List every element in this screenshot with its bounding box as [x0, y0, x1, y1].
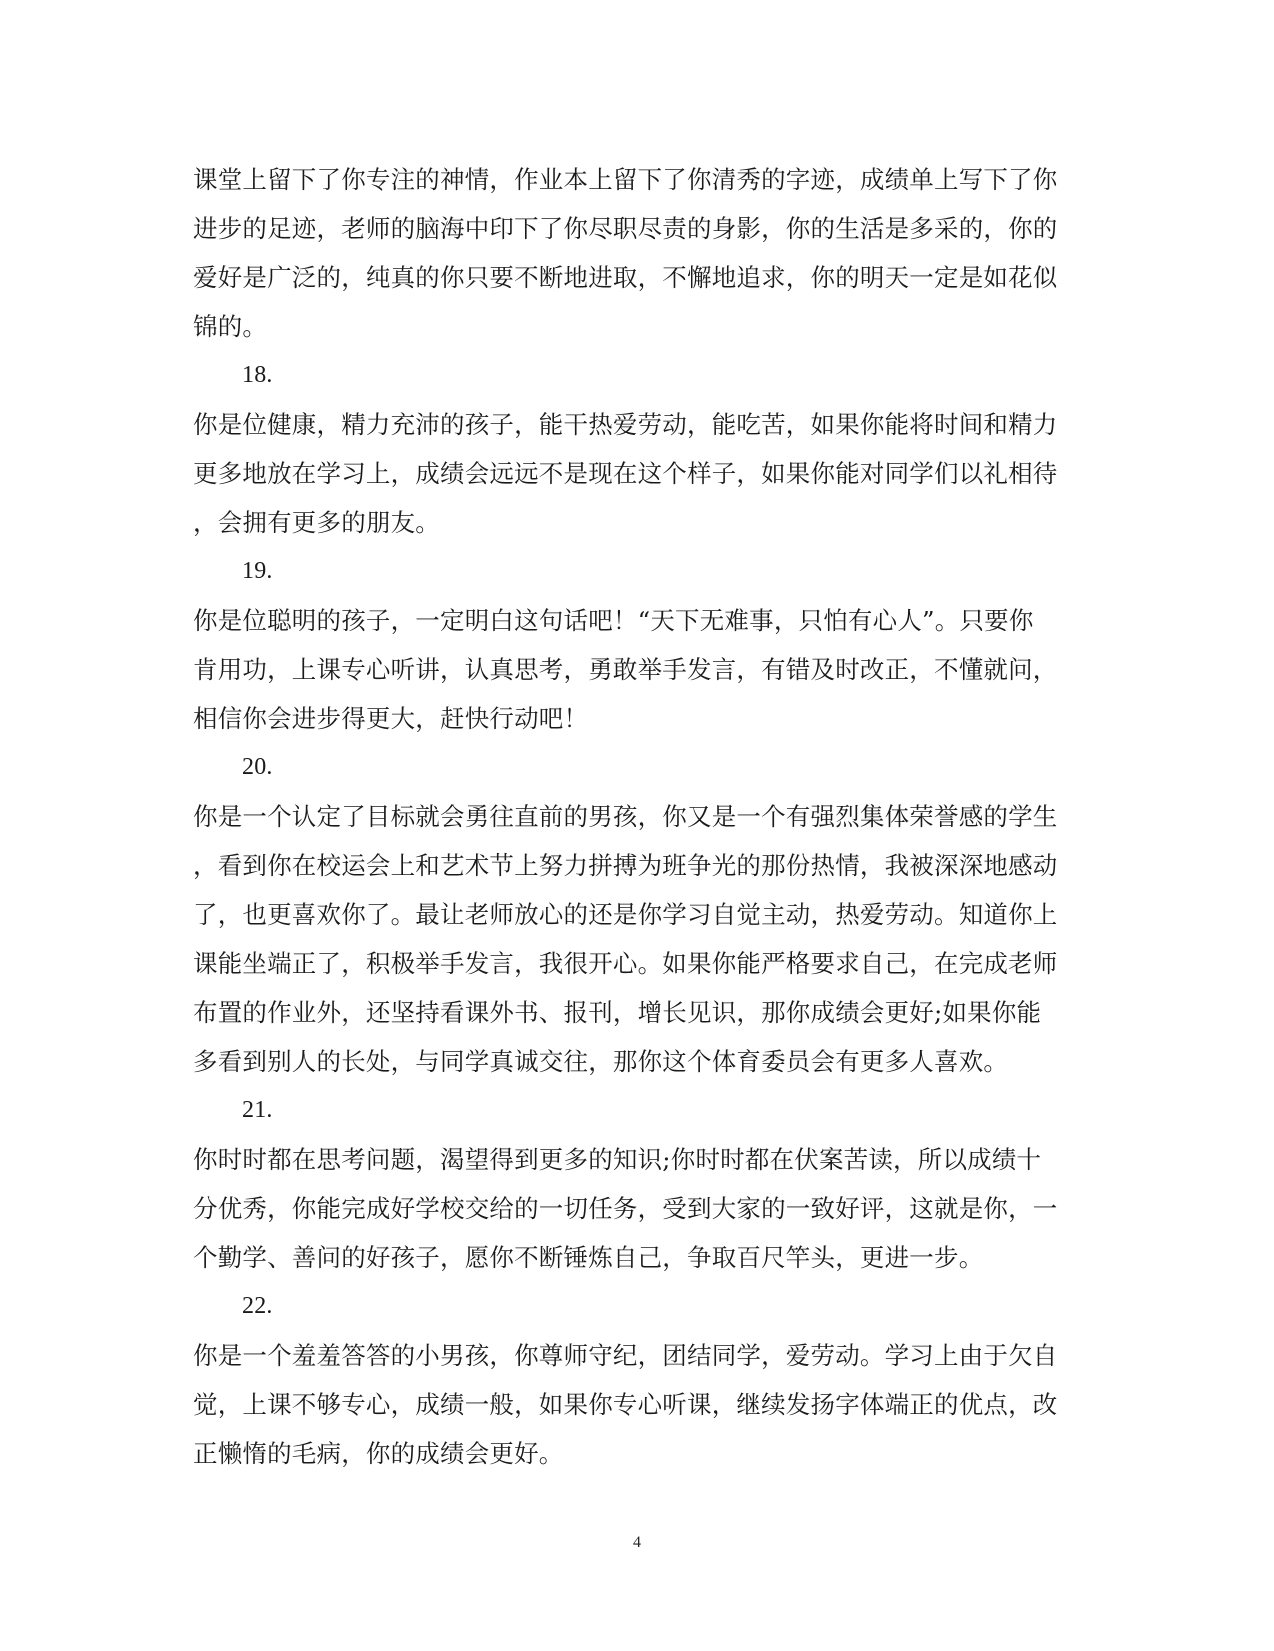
item-number: 19.: [242, 558, 273, 584]
text-line: 肯用功，上课专心听讲，认真思考，勇敢举手发言，有错及时改正，不懂就问，: [193, 655, 1058, 684]
text-line: ，会拥有更多的朋友。: [193, 508, 440, 537]
text-line: 你是一个羞羞答答的小男孩，你尊师守纪，团结同学，爱劳动。学习上由于欠自: [193, 1341, 1058, 1370]
text-line: 你是位聪明的孩子，一定明白这句话吧！“天下无难事，只怕有心人”。只要你: [193, 606, 1034, 635]
text-line: 觉，上课不够专心，成绩一般，如果你专心听课，继续发扬字体端正的优点，改: [193, 1390, 1058, 1419]
text-line: 分优秀，你能完成好学校交给的一切任务，受到大家的一致好评，这就是你，一: [193, 1194, 1058, 1223]
document-body: [193, 155, 1078, 1478]
item-number: 21.: [242, 1097, 273, 1123]
text-line: 课能坐端正了，积极举手发言，我很开心。如果你能严格要求自己，在完成老师: [193, 949, 1058, 978]
text-line: 你时时都在思考问题，渴望得到更多的知识;你时时都在伏案苦读，所以成绩十: [193, 1145, 1042, 1174]
item-number: 18.: [242, 362, 273, 388]
text-line: 正懒惰的毛病，你的成绩会更好。: [193, 1439, 564, 1468]
text-line: 课堂上留下了你专注的神情，作业本上留下了你清秀的字迹，成绩单上写下了你: [193, 165, 1058, 194]
text-line: 进步的足迹，老师的脑海中印下了你尽职尽责的身影，你的生活是多采的，你的: [193, 214, 1058, 243]
item-number: 20.: [242, 754, 273, 780]
text-line: 相信你会进步得更大，赶快行动吧！: [193, 704, 589, 733]
text-line: 多看到别人的长处，与同学真诚交往，那你这个体育委员会有更多人喜欢。: [193, 1047, 1009, 1076]
text-line: 你是位健康，精力充沛的孩子，能干热爱劳动，能吃苦，如果你能将时间和精力: [193, 410, 1058, 439]
text-line: 更多地放在学习上，成绩会远远不是现在这个样子，如果你能对同学们以礼相待: [193, 459, 1058, 488]
item-number: 22.: [242, 1293, 273, 1319]
text-line: 个勤学、善问的好孩子，愿你不断锤炼自己，争取百尺竿头，更进一步。: [193, 1243, 984, 1272]
text-line: 了，也更喜欢你了。最让老师放心的还是你学习自觉主动，热爱劳动。知道你上: [193, 900, 1058, 929]
text-line: ，看到你在校运会上和艺术节上努力拼搏为班争光的那份热情，我被深深地感动: [193, 851, 1058, 880]
text-line: 锦的。: [193, 312, 268, 341]
text-line: 爱好是广泛的，纯真的你只要不断地进取，不懈地追求，你的明天一定是如花似: [193, 263, 1058, 292]
text-line: 你是一个认定了目标就会勇往直前的男孩，你又是一个有强烈集体荣誉感的学生: [193, 802, 1058, 831]
text-line: 布置的作业外，还坚持看课外书、报刊，增长见识，那你成绩会更好;如果你能: [193, 998, 1042, 1027]
page-number: 4: [633, 1534, 641, 1551]
